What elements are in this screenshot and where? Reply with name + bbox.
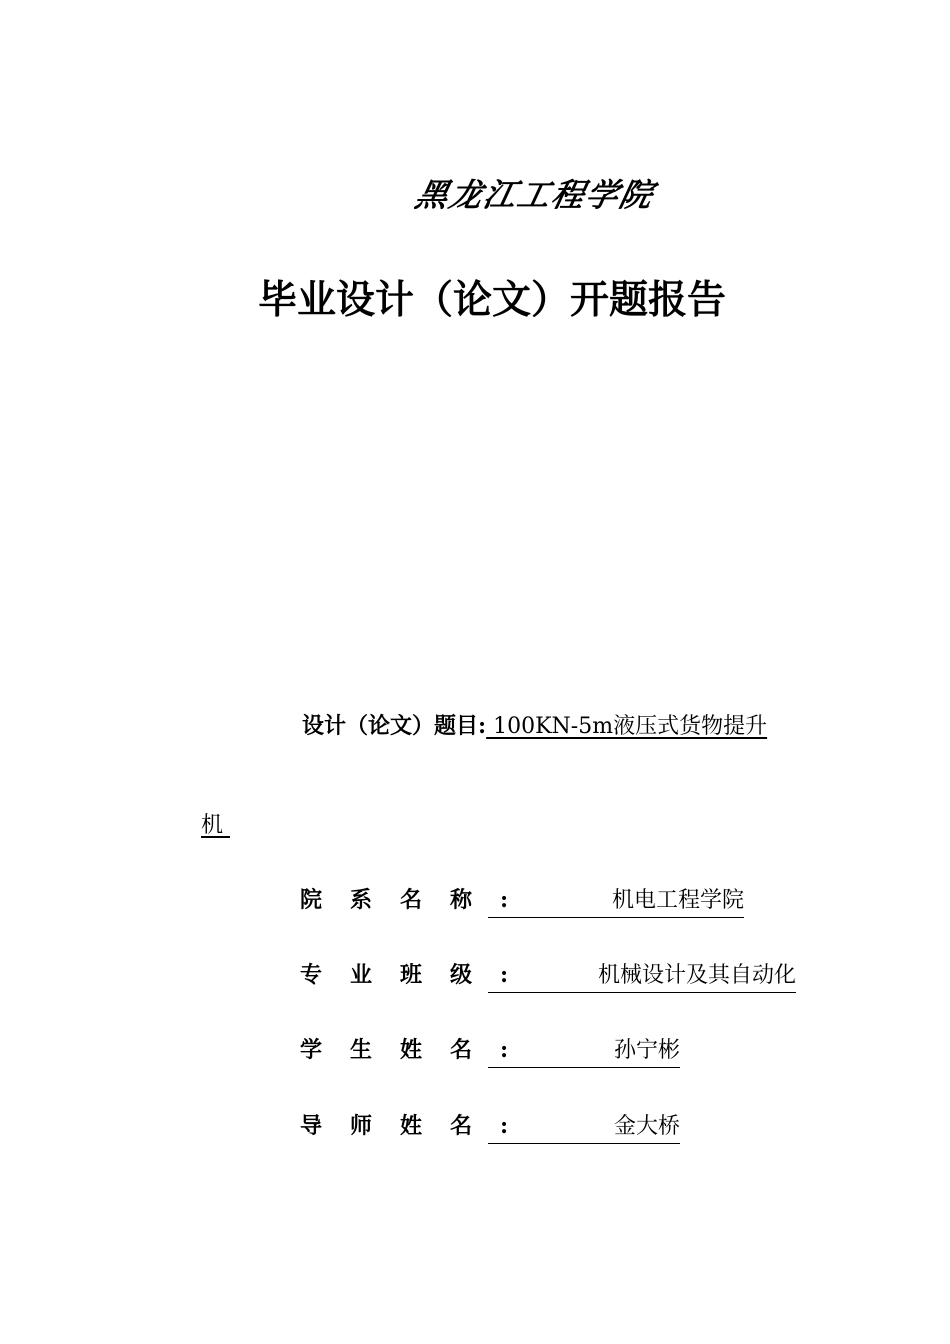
school-logo: 黑龙江工程学院	[411, 176, 659, 214]
field-label	[300, 1030, 509, 1070]
label-char: 专	[300, 962, 323, 988]
label-char: 级	[450, 962, 473, 988]
field-value: 孙宁彬	[488, 1035, 680, 1068]
label-colon: :	[500, 1037, 509, 1063]
label-char: 班	[400, 962, 423, 988]
label-char: 生	[350, 1037, 373, 1063]
field-value: 金大桥	[488, 1111, 680, 1144]
label-char: 名	[400, 887, 423, 913]
label-char: 业	[350, 962, 373, 988]
label-char: 院	[300, 887, 323, 913]
label-colon: :	[500, 887, 509, 913]
label-char: 称	[450, 887, 473, 913]
field-label	[300, 880, 509, 920]
field-advisor-name	[300, 1106, 680, 1146]
label-char: 师	[350, 1113, 373, 1139]
label-colon: :	[500, 962, 509, 988]
topic-continuation: 机	[201, 813, 230, 838]
label-char: 姓	[400, 1113, 423, 1139]
field-student-name	[300, 1030, 680, 1070]
label-char: 姓	[400, 1037, 423, 1063]
report-title: 毕业设计（论文）开题报告	[258, 277, 727, 323]
label-char: 名	[450, 1113, 473, 1139]
field-major-class	[300, 955, 796, 995]
field-value: 机械设计及其自动化	[488, 960, 796, 993]
topic-line	[302, 708, 767, 744]
field-value: 机电工程学院	[488, 885, 744, 918]
field-label	[300, 1106, 509, 1146]
topic-label: 设计（论文）题目:	[302, 713, 487, 739]
label-char: 名	[450, 1037, 473, 1063]
field-label	[300, 955, 509, 995]
field-department	[300, 880, 744, 920]
label-char: 系	[350, 887, 373, 913]
topic-value: 100KN-5m液压式货物提升	[486, 714, 768, 739]
label-char: 导	[300, 1113, 323, 1139]
label-char: 学	[300, 1037, 323, 1063]
label-colon: :	[500, 1113, 509, 1139]
